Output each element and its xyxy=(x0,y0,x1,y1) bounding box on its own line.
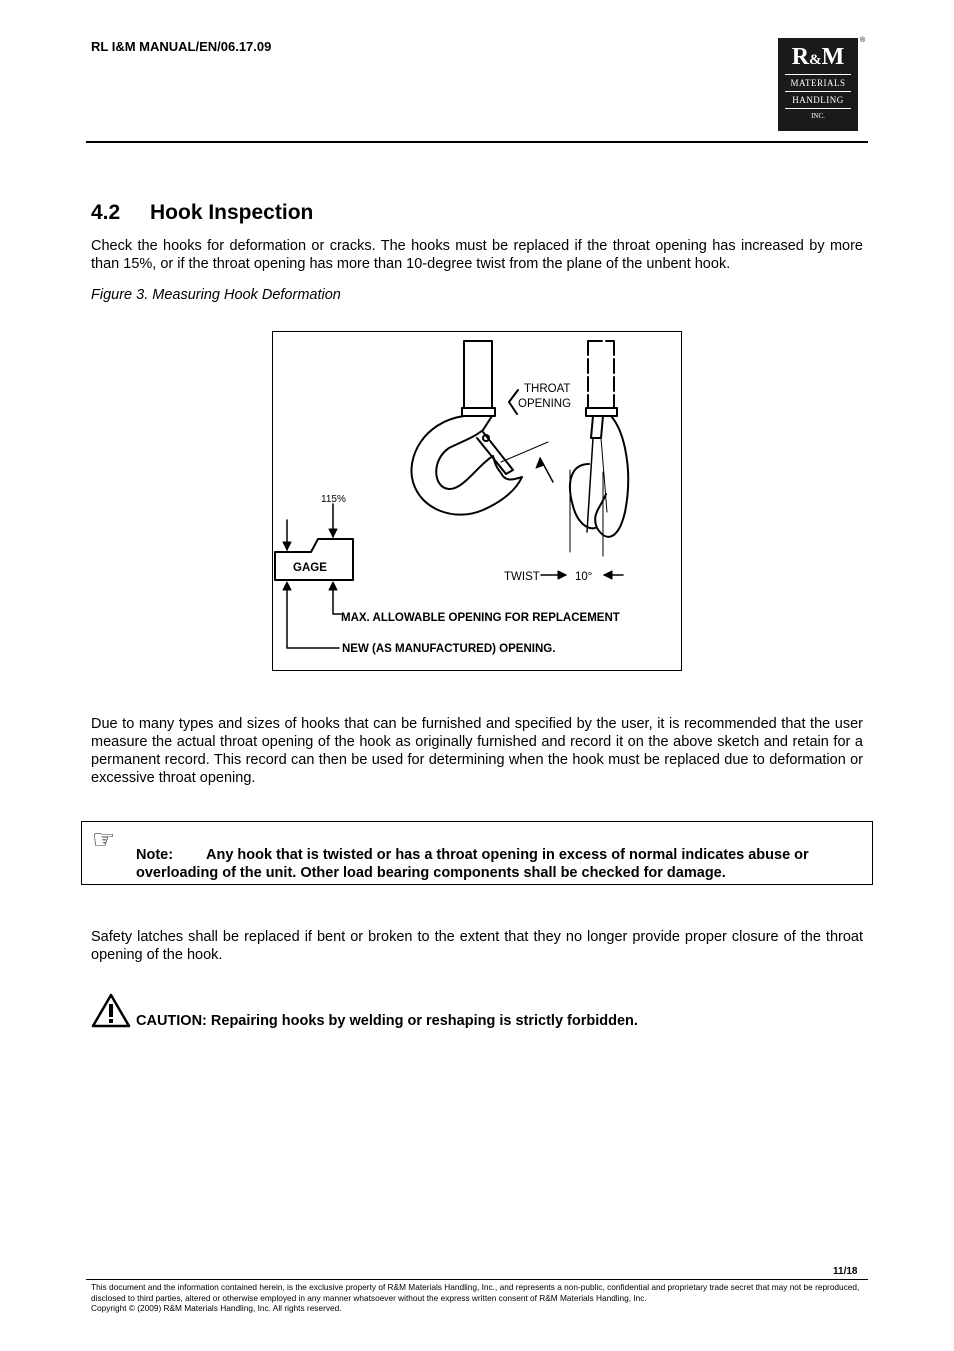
side-hook-shank xyxy=(588,341,614,408)
label-gage: GAGE xyxy=(293,562,327,574)
label-115-percent: 115% xyxy=(321,494,346,505)
footer-legal xyxy=(91,1282,865,1314)
footer-legal-text: This document and the information contained herein, is the exclusive property of R&M Materials Handling, Inc., and represents a non-public, confidential and proprietary trade secret that may not be reproduced, disclosed to third parties, altered or otherwise employed in any manner whatsoever without the express written consent of R&M Materials Handling, Inc. xyxy=(91,1282,860,1303)
logo-monogram: R&M xyxy=(791,44,845,70)
measurement-paragraph: Due to many types and sizes of hooks that can be furnished and specified by the user, it is recommended that the user measure the actual throat opening of the hook as originally furnished and record it on the above sketch and retain for a permanent record. This record can then be used for determining when the hook must be replaced due to deformation or excessive throat opening. xyxy=(91,716,863,786)
pointing-hand-icon: ☞ xyxy=(92,824,116,854)
section-heading xyxy=(91,201,313,225)
note-body: Any hook that is twisted or has a throat opening in excess of normal indicates abuse or overloading of the unit. Other load bearing components shall be checked for damage. xyxy=(136,847,809,881)
label-opening: OPENING xyxy=(518,398,572,410)
page-number: 11/18 xyxy=(833,1266,858,1277)
footer-divider xyxy=(86,1279,868,1280)
label-new-opening: NEW (AS MANUFACTURED) OPENING. xyxy=(342,643,556,655)
figure-caption: Figure 3. Measuring Hook Deformation xyxy=(91,287,341,303)
hook-shank xyxy=(464,341,492,408)
footer-copyright: Copyright © (2009) R&M Materials Handling, Inc. All rights reserved. xyxy=(91,1303,342,1313)
side-hook-body xyxy=(595,416,628,537)
warning-triangle-icon xyxy=(91,993,131,1034)
header-divider xyxy=(86,141,868,143)
company-logo xyxy=(778,38,858,131)
hook-body xyxy=(411,416,522,515)
registered-mark: ® xyxy=(860,37,866,44)
section-title: Hook Inspection xyxy=(150,201,314,224)
label-10-degrees: 10° xyxy=(575,571,593,583)
label-max-opening: MAX. ALLOWABLE OPENING FOR REPLACEMENT xyxy=(341,612,620,624)
logo-inc: INC. xyxy=(811,112,825,120)
hook-collar xyxy=(462,408,495,416)
safety-latch-paragraph: Safety latches shall be replaced if bent or broken to the extent that they no longer provide proper closure of the throat opening of the hook. xyxy=(91,929,863,963)
label-twist: TWIST xyxy=(504,571,540,583)
caution-text: CAUTION: Repairing hooks by welding or reshaping is strictly forbidden. xyxy=(136,1013,638,1029)
document-id: RL I&M MANUAL/EN/06.17.09 xyxy=(91,39,272,54)
label-throat: THROAT xyxy=(524,383,571,395)
intro-paragraph: Check the hooks for deformation or cracks. The hooks must be replaced if the throat opening has increased by more than 15%, or if the throat opening has more than 10-degree twist from the plane of the unbent hook. xyxy=(91,238,863,272)
note-label: Note: xyxy=(136,847,174,863)
hook-deformation-figure xyxy=(272,331,682,671)
logo-handling: HANDLING xyxy=(792,95,844,105)
logo-materials: MATERIALS xyxy=(790,78,846,88)
section-number: 4.2 xyxy=(91,201,121,224)
note-text xyxy=(136,846,863,882)
